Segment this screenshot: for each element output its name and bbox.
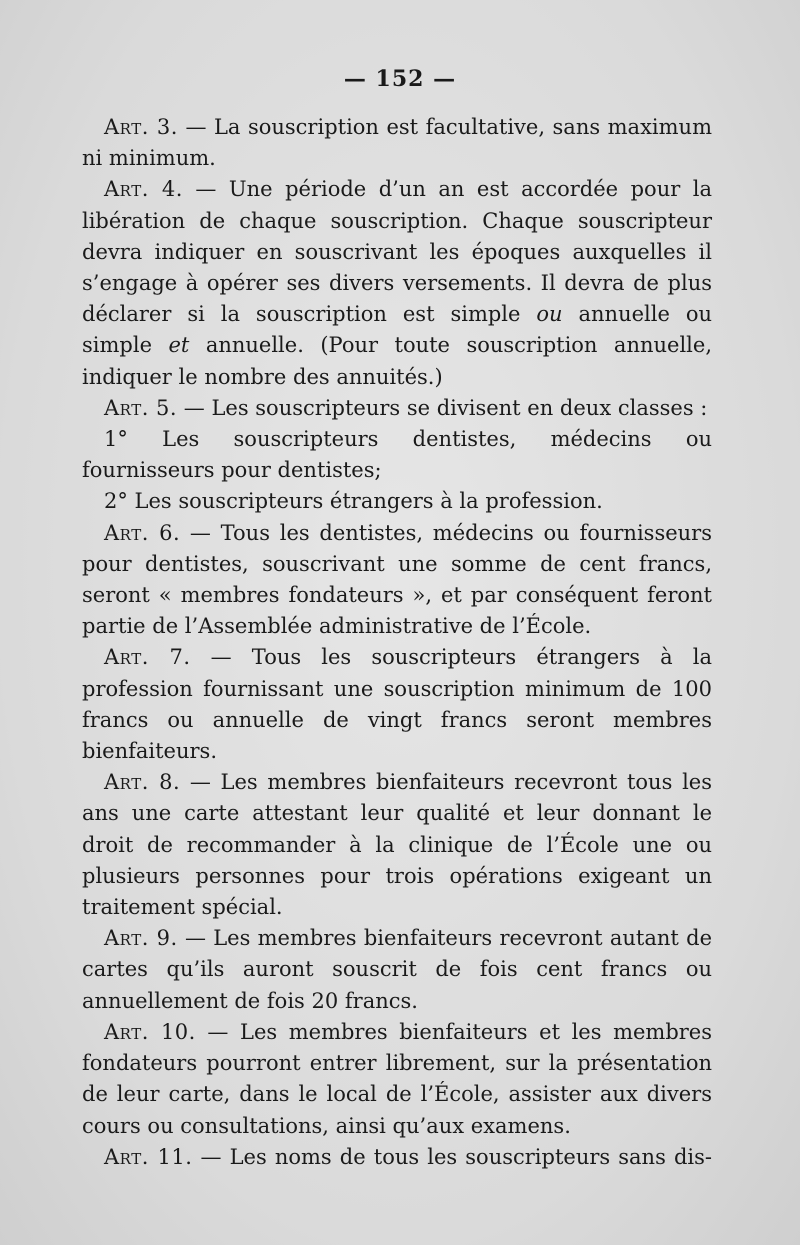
article-text: — Tous les dentistes, médecins ou fournisseurs pour dentistes, souscrivant une somme de cent francs, seront « membres fondateurs », et par conséquent feront partie de l’Assemblée administrative de l’École. xyxy=(82,520,712,639)
article-text: — Une période d’un an est accordée pour la libération de chaque souscription. Chaque souscripteur devra indiquer en souscrivant les époques auxquelles il s’engage à opérer ses divers versements. Il devra de plus déclarer si la souscription est simple xyxy=(82,177,712,327)
article-label: Art. 3. xyxy=(104,115,178,139)
page-number: — 152 — xyxy=(343,66,457,92)
article-8 xyxy=(82,767,712,923)
article-label: Art. 7. xyxy=(104,645,191,670)
class-text: 1° Les souscripteurs dentistes, médecins ou fournisseurs pour dentistes; xyxy=(82,427,712,483)
article-text: — Les membres bienfaiteurs et les membres fondateurs pourront entrer librement, sur la présentation de leur carte, dans le local de l’École, assister aux divers cours ou consultations, ainsi qu’aux examens. xyxy=(82,1019,713,1138)
article-label: Art. 10. xyxy=(104,1019,196,1044)
article-label: Art. 9. xyxy=(104,926,178,951)
emphasis-et: et xyxy=(168,333,190,358)
article-3 xyxy=(82,112,712,174)
article-7 xyxy=(82,642,712,767)
article-label: Art. 5. xyxy=(104,395,178,420)
article-10 xyxy=(82,1017,712,1142)
article-4 xyxy=(82,174,712,392)
class-1 xyxy=(82,424,712,486)
article-text: — La souscription est facultative, sans maximum ni minimum. xyxy=(82,115,712,171)
class-text: 2° Les souscripteurs étrangers à la profession. xyxy=(104,489,603,514)
article-9 xyxy=(82,923,712,1017)
article-text: — Les souscripteurs se divisent en deux classes : xyxy=(177,395,708,420)
article-label: Art. 6. xyxy=(104,520,181,545)
article-text: — Les membres bienfaiteurs recevront tous les ans une carte attestant leur qualité et leur donnant le droit de recommander à la clinique de l’École une ou plusieurs personnes pour trois opérations exigeant un traitement spécial. xyxy=(82,770,712,920)
article-5 xyxy=(82,393,712,424)
article-label: Art. 8. xyxy=(104,770,181,795)
article-6 xyxy=(82,518,712,643)
article-text-mid: annuelle ou simple xyxy=(82,302,712,358)
body-text xyxy=(82,112,712,1173)
article-label: Art. 4. xyxy=(104,177,183,202)
emphasis-ou: ou xyxy=(536,302,563,327)
article-text: — Les noms de tous les souscripteurs sans dis- xyxy=(192,1144,712,1169)
class-2 xyxy=(82,486,712,517)
article-text-end: annuelle. (Pour toute souscription annuelle, indiquer le nombre des annuités.) xyxy=(82,333,712,389)
article-11 xyxy=(82,1142,712,1173)
article-label: Art. 11. xyxy=(104,1144,193,1169)
article-text: — Les membres bienfaiteurs recevront autant de cartes qu’ils auront souscrit de fois cent francs ou annuellement de fois 20 francs. xyxy=(82,926,712,1013)
article-text: — Tous les souscripteurs étrangers à la profession fournissant une souscription minimum de 100 francs ou annuelle de vingt francs seront membres bienfaiteurs. xyxy=(82,645,712,764)
